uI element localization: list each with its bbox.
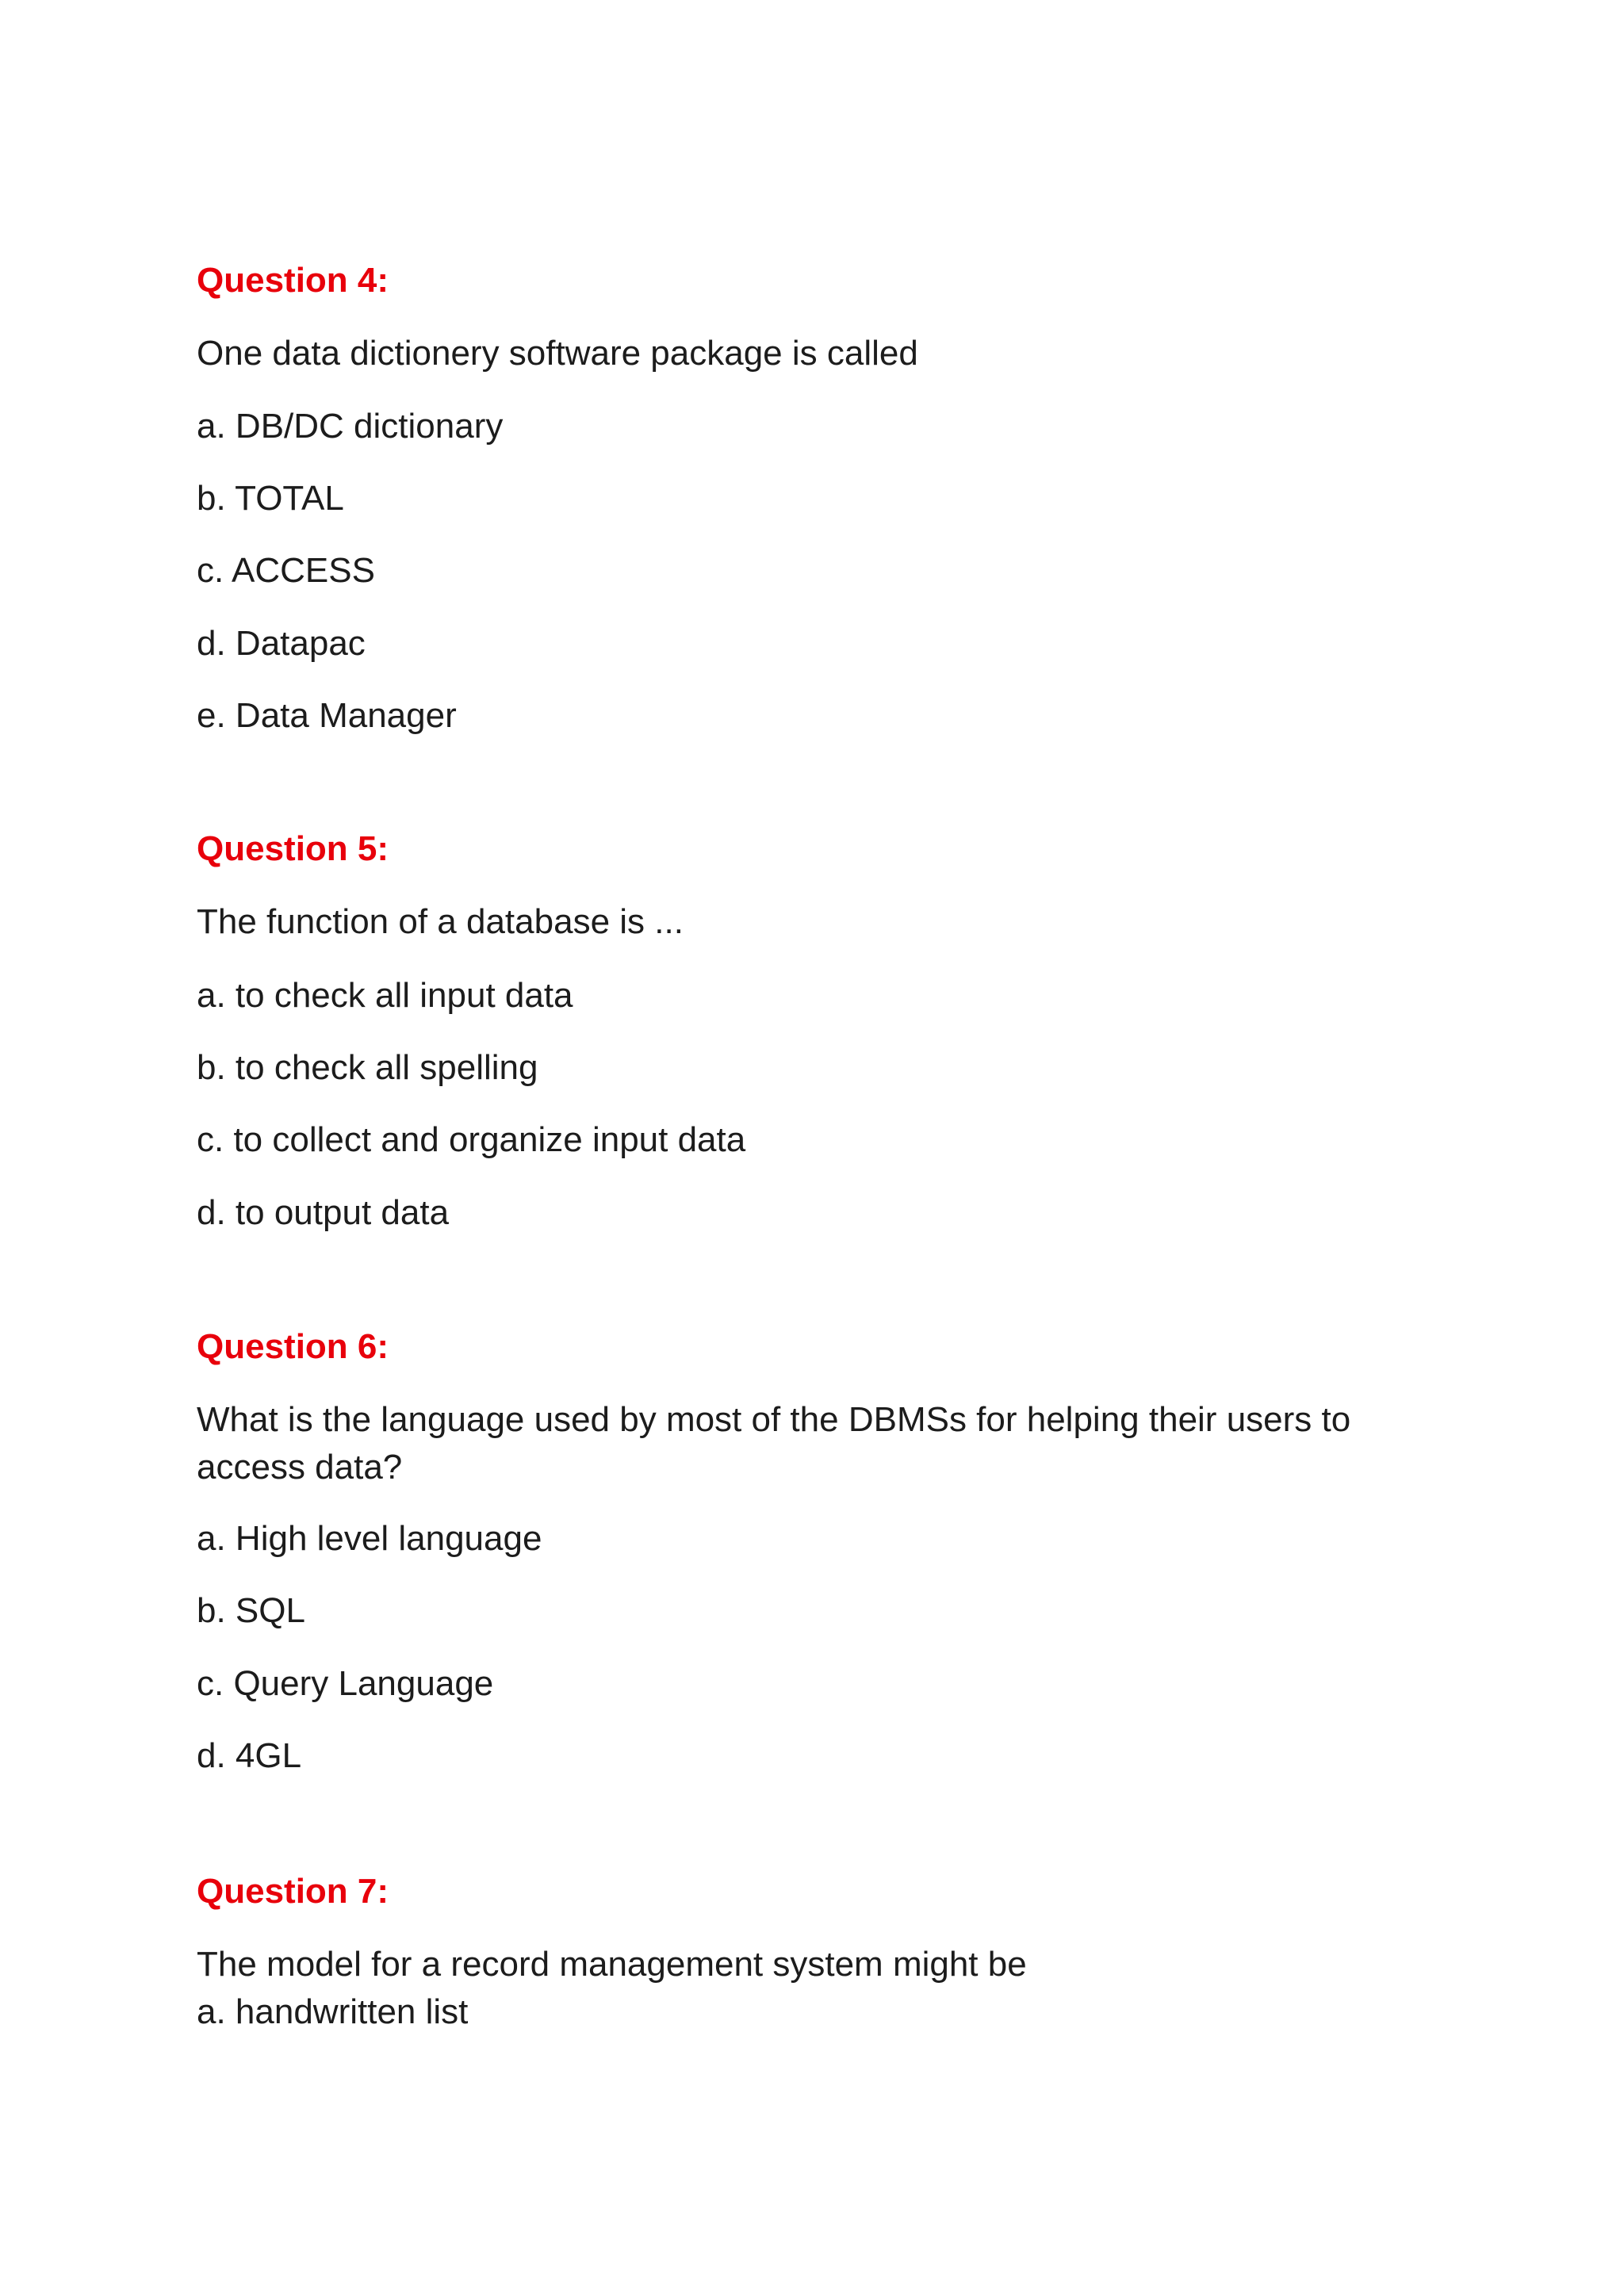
question-heading: Question 4:: [197, 261, 389, 300]
question-heading: Question 6:: [197, 1327, 389, 1366]
answer-option: c. Query Language: [197, 1664, 494, 1703]
answer-option: a. High level language: [197, 1519, 542, 1558]
answer-option: c. ACCESS: [197, 551, 375, 590]
answer-option: a. to check all input data: [197, 976, 573, 1015]
answer-option: e. Data Manager: [197, 696, 457, 735]
question-heading: Question 5:: [197, 829, 389, 868]
answer-option: a. DB/DC dictionary: [197, 407, 504, 446]
answer-option: b. TOTAL: [197, 479, 344, 518]
answer-option: b. to check all spelling: [197, 1048, 538, 1087]
question-text: The model for a record management system might be: [197, 1945, 1027, 1984]
answer-option: d. Datapac: [197, 624, 366, 663]
question-heading: Question 7:: [197, 1872, 389, 1911]
answer-option: a. handwritten list: [197, 1992, 469, 2031]
answer-option: d. to output data: [197, 1193, 450, 1232]
question-text: What is the language used by most of the DBMSs for helping their users to access data?: [197, 1400, 1351, 1487]
answer-option: d. 4GL: [197, 1736, 302, 1775]
question-text: The function of a database is ...: [197, 902, 684, 941]
question-text: One data dictionery software package is called: [197, 334, 918, 373]
answer-option: b. SQL: [197, 1591, 305, 1630]
answer-option: c. to collect and organize input data: [197, 1120, 746, 1159]
